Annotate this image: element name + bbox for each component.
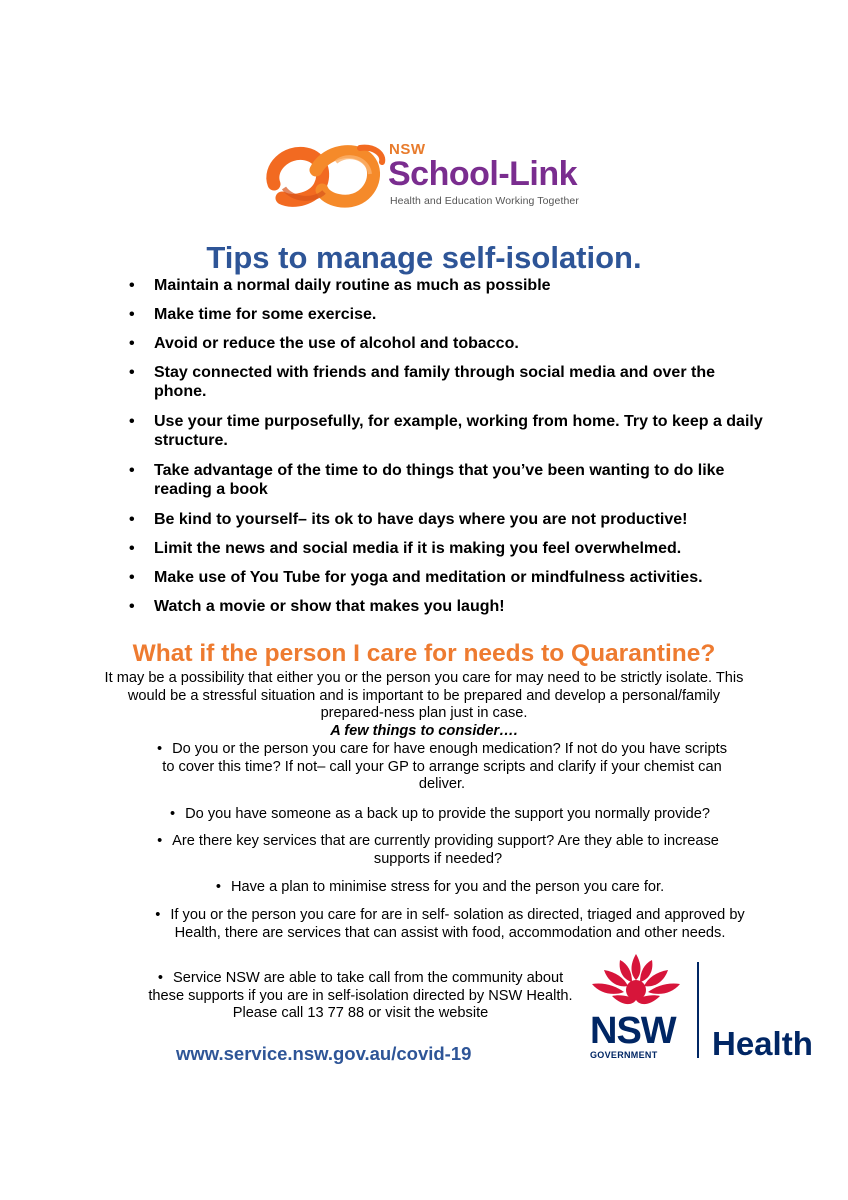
consider-item-text: If you or the person you care for are in self- solation as directed, triaged and approved by Health, there are services that can assist with food, accommodation and other needs. xyxy=(170,907,745,941)
consider-item-text: Have a plan to minimise stress for you and the person you care for. xyxy=(230,879,665,895)
service-nsw-link[interactable]: www.service.nsw.gov.au/covid-19 xyxy=(176,1043,472,1064)
tip-item: • Make use of You Tube for yoga and meditation or mindfulness activities. xyxy=(125,568,765,587)
tip-item: • Use your time purposefully, for example, working from home. Try to keep a daily structure. xyxy=(125,412,765,450)
consider-item: • Do you or the person you care for have enough medication? If not do you have scripts to cover this time? If not– call your GP to arrange scripts and clarify if your chemist can deliver. xyxy=(156,741,727,792)
consider-item-text: Do you have someone as a back up to provide the support you normally provide? xyxy=(185,806,710,822)
logo-name: School-Link xyxy=(388,155,578,193)
logo-divider xyxy=(697,962,699,1058)
consider-item: • Have a plan to minimise stress for you and the person you care for. xyxy=(215,879,665,895)
tip-item: • Maintain a normal daily routine as much as possible xyxy=(125,276,765,295)
logo-tagline: Health and Education Working Together xyxy=(390,195,579,207)
service-nsw-text: Service NSW are able to take call from the community about these supports if you are in self-isolation directed by NSW Health. Please call 13 77 88 or visit the website xyxy=(148,970,573,1021)
service-nsw-note: • Service NSW are able to take call from the community about these supports if you are in self-isolation directed by NSW Health. Please call 13 77 88 or visit the website xyxy=(148,970,573,1021)
consider-item-text: Do you or the person you care for have enough medication? If not do you have scripts to cover this time? If not– call your GP to arrange scripts and clarify if your chemist can deliver. xyxy=(162,741,727,792)
waratah-icon xyxy=(586,950,686,1012)
consider-item-text: Are there key services that are currently providing support? Are they able to increase supports if needed? xyxy=(172,833,719,867)
health-logo-text: Health xyxy=(712,1025,813,1062)
nsw-logo-text: NSW xyxy=(590,1010,676,1052)
tip-item: • Make time for some exercise. xyxy=(125,305,765,324)
school-link-logo-icon xyxy=(264,140,392,214)
quarantine-heading: What if the person I care for needs to Quarantine? xyxy=(132,640,716,667)
tip-item: • Be kind to yourself– its ok to have days where you are not productive! xyxy=(125,510,765,529)
consider-item: • Are there key services that are currently providing support? Are they able to increase supports if needed? xyxy=(157,833,719,867)
tip-item: • Take advantage of the time to do things that you’ve been wanting to do like reading a book xyxy=(125,461,765,499)
tip-item: • Watch a movie or show that makes you laugh! xyxy=(125,597,765,616)
consider-item: • Do you have someone as a back up to provide the support you normally provide? xyxy=(170,806,710,822)
logo-nsw-text: NSW xyxy=(389,141,426,158)
tip-item: • Avoid or reduce the use of alcohol and tobacco. xyxy=(125,334,765,353)
quarantine-intro: It may be a possibility that either you or the person you care for may need to be strictly isolate. This would be a stressful situation and is important to be prepared and develop a personal/family prepared-ness plan just in case. xyxy=(104,670,744,721)
page-title: Tips to manage self-isolation. xyxy=(206,240,642,275)
nsw-government-text: GOVERNMENT xyxy=(590,1050,658,1060)
consider-heading: A few things to consider…. xyxy=(330,723,518,739)
tip-item: • Stay connected with friends and family through social media and over the phone. xyxy=(125,363,765,401)
tip-item: • Limit the news and social media if it is making you feel overwhelmed. xyxy=(125,539,765,558)
consider-item: • If you or the person you care for are in self- solation as directed, triaged and approved by Health, there are services that can assist with food, accommodation and other needs. xyxy=(155,907,745,941)
tips-list xyxy=(125,276,765,616)
